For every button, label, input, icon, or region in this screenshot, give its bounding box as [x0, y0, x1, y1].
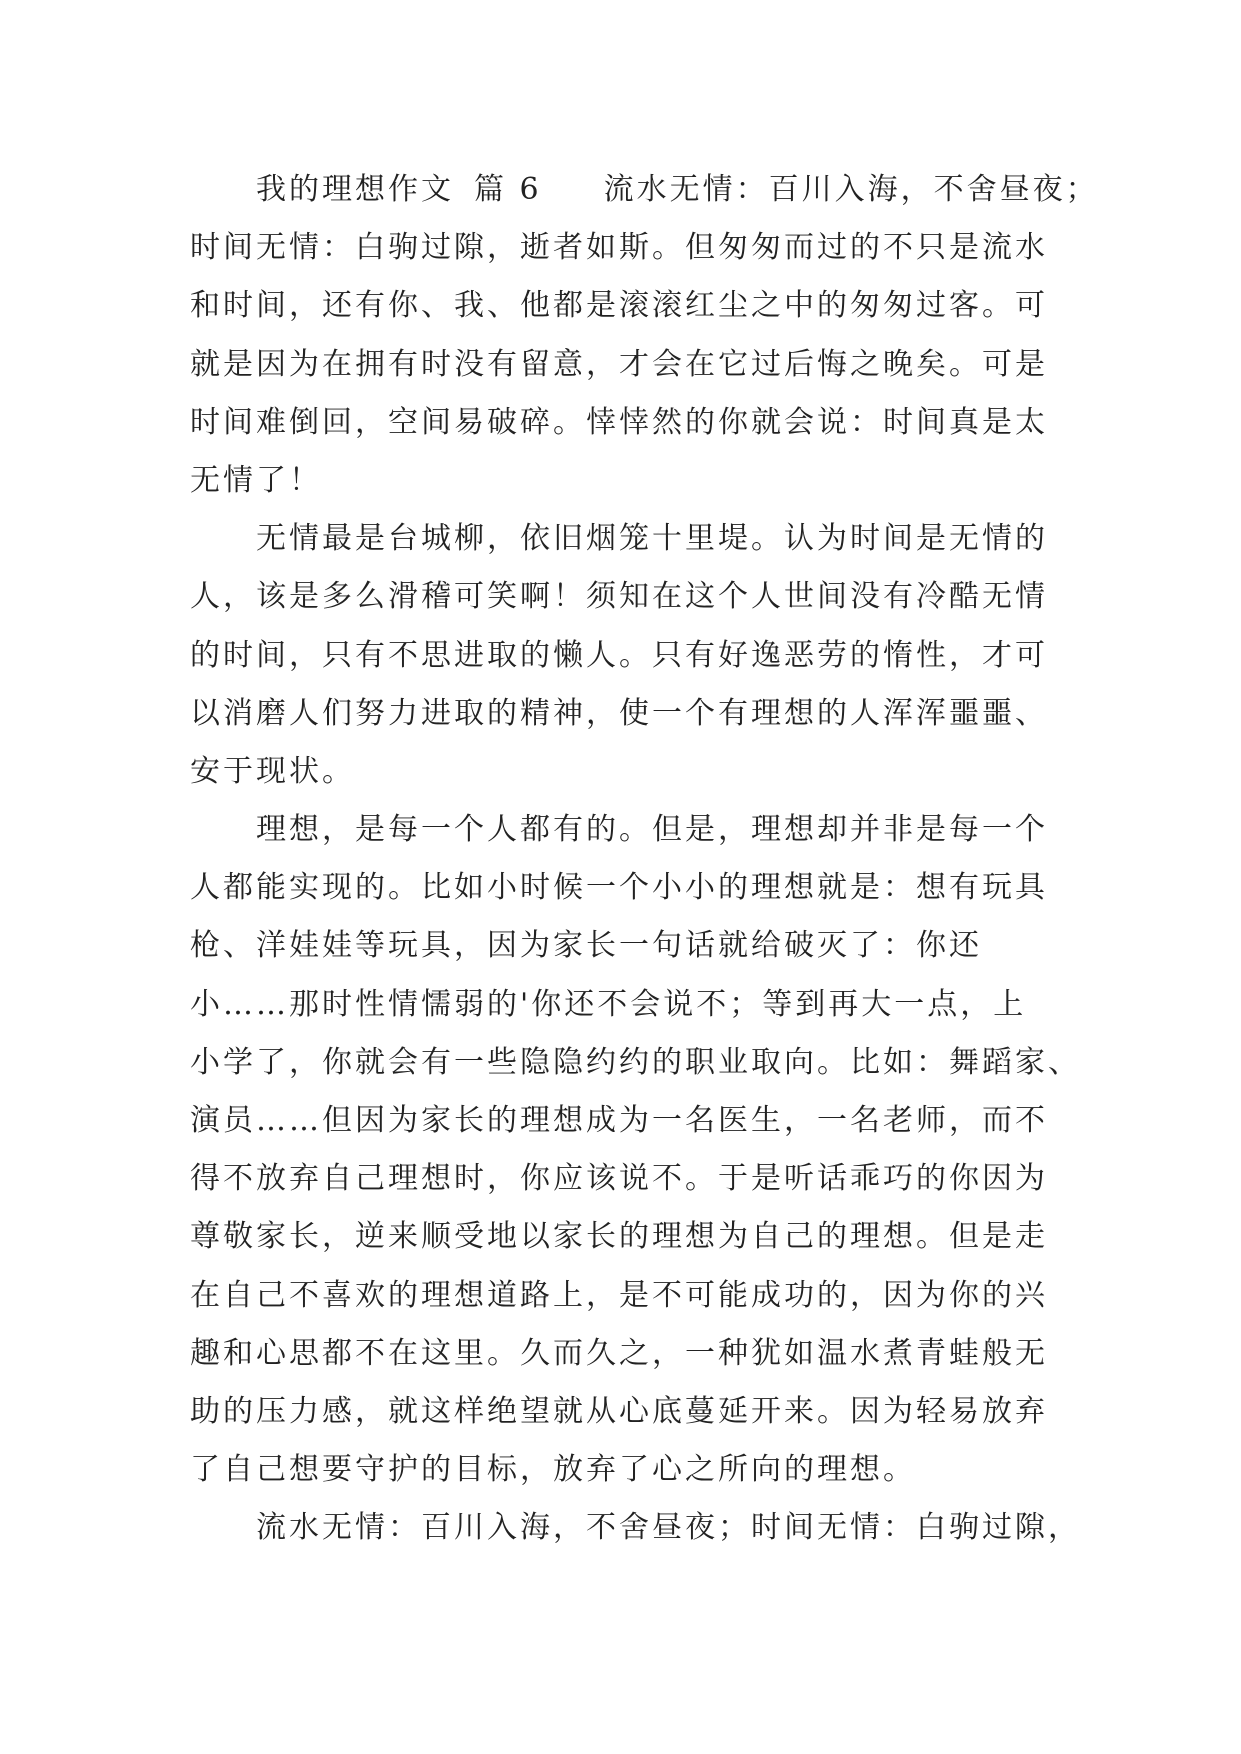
essay-body: [190, 161, 1099, 1558]
text-line: 助的压力感，就这样绝望就从心底蔓延开来。因为轻易放弃: [190, 1393, 1048, 1429]
text-line: 小学了，你就会有一些隐隐约约的职业取向。比如：舞蹈家、: [190, 1044, 1081, 1080]
text-line: 人，该是多么滑稽可笑啊！须知在这个人世间没有冷酷无情: [190, 579, 1048, 615]
text-line: 无情了！: [190, 462, 322, 498]
text-line: 尊敬家长，逆来顺受地以家长的理想为自己的理想。但是走: [190, 1219, 1048, 1255]
text-line: 小……那时性情懦弱的'你还不会说不；等到再大一点，上: [190, 986, 1027, 1022]
text-line: 人都能实现的。比如小时候一个小小的理想就是：想有玩具: [190, 870, 1048, 906]
text-line: 时间难倒回，空间易破碎。悻悻然的你就会说：时间真是太: [190, 404, 1048, 440]
text-line: 无情最是台城柳，依旧烟笼十里堤。认为时间是无情的: [256, 521, 1048, 557]
text-line: 时间无情：白驹过隙，逝者如斯。但匆匆而过的不只是流水: [190, 230, 1048, 266]
text-line: 理想，是每一个人都有的。但是，理想却并非是每一个: [256, 812, 1048, 848]
text-line: 得不放弃自己理想时，你应该说不。于是听话乖巧的你因为: [190, 1161, 1048, 1197]
text-line: 枪、洋娃娃等玩具，因为家长一句话就给破灭了：你还: [190, 928, 982, 964]
text-line: 安于现状。: [190, 753, 355, 789]
text-line: 流水无情：百川入海，不舍昼夜；时间无情：白驹过隙，: [256, 1510, 1081, 1546]
heading-line: [190, 161, 1099, 219]
essay-number: 篇 6: [474, 172, 542, 207]
text-line: 了自己想要守护的目标，放弃了心之所向的理想。: [190, 1452, 916, 1488]
text-line: 就是因为在拥有时没有留意，才会在它过后悔之晚矣。可是: [190, 346, 1048, 382]
text-line: 和时间，还有你、我、他都是滚滚红尘之中的匆匆过客。可: [190, 288, 1048, 324]
text-line: 的时间，只有不思进取的懒人。只有好逸恶劳的惰性，才可: [190, 637, 1048, 673]
text-line: 演员……但因为家长的理想成为一名医生，一名老师，而不: [190, 1103, 1048, 1138]
text-line: 以消磨人们努力进取的精神，使一个有理想的人浑浑噩噩、: [190, 695, 1048, 731]
text-line: 趣和心思都不在这里。久而久之，一种犹如温水煮青蛙般无: [190, 1335, 1048, 1371]
text-line: 在自己不喜欢的理想道路上，是不可能成功的，因为你的兴: [190, 1277, 1048, 1313]
text-line: 流水无情：百川入海，不舍昼夜；: [603, 172, 1099, 207]
essay-title: 我的理想作文: [256, 172, 454, 207]
